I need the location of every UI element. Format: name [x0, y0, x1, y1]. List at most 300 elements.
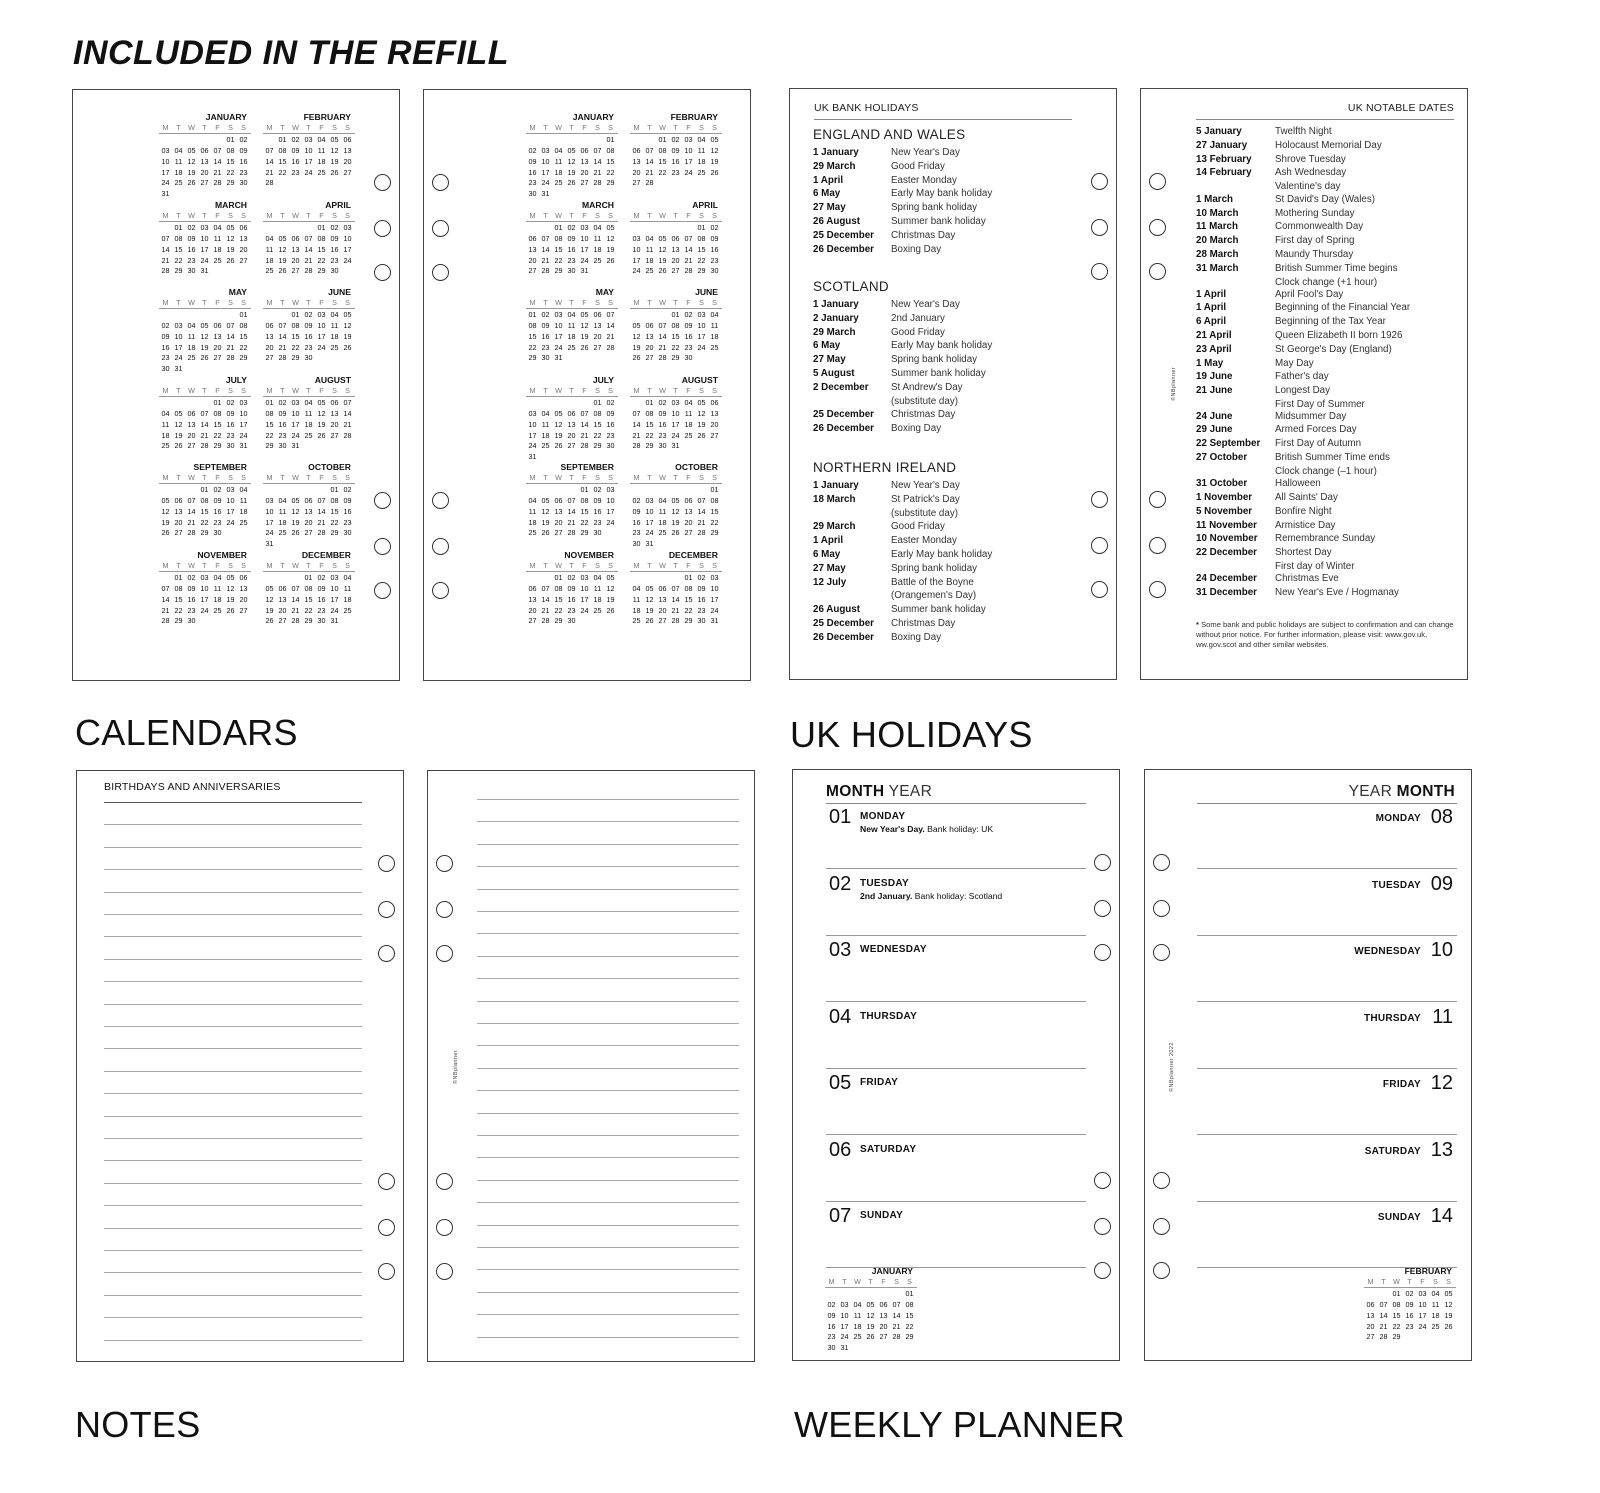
day-cell: 28 [892, 1332, 901, 1342]
weekday-header [630, 561, 722, 573]
holiday-name: Early May bank holiday [891, 340, 993, 352]
weekday-letter: T [202, 472, 207, 482]
day-cell: 10 [580, 234, 589, 244]
day-cell: 10 [200, 584, 209, 594]
day-cell: 13 [174, 506, 183, 516]
day-cell: 23 [528, 178, 537, 188]
day-cell: 25 [213, 605, 222, 615]
day-cell: 14 [593, 156, 602, 166]
day-cell: 03 [200, 573, 209, 583]
weekday-letter: T [543, 122, 548, 132]
day-cell: 22 [671, 342, 680, 352]
week-row [159, 584, 251, 595]
day-cell: 03 [671, 398, 680, 408]
notable-date: 14 February [1196, 167, 1252, 179]
weekday-letter: W [659, 560, 666, 570]
day-cell: 08 [645, 409, 654, 419]
day-cell: 11 [632, 594, 641, 604]
day-cell: 15 [200, 506, 209, 516]
day-cell: 27 [528, 266, 537, 276]
day-cell: 13 [304, 506, 313, 516]
day-cell: 27 [304, 528, 313, 538]
calendar-page-left [72, 89, 400, 681]
day-cell: 08 [606, 146, 615, 156]
day-cell: 09 [239, 146, 248, 156]
weekday-letter: M [266, 385, 273, 395]
day-cell: 23 [330, 255, 339, 265]
day-cell: 28 [187, 528, 196, 538]
day-cell: 28 [684, 266, 693, 276]
day-cell: 16 [330, 244, 339, 254]
binder-hole [1153, 900, 1170, 917]
notable-name: Clock change (–1 hour) [1275, 465, 1377, 477]
day-cell: 03 [200, 223, 209, 233]
day-cell: 07 [697, 496, 706, 506]
weekday-letter: F [319, 385, 324, 395]
binder-hole [1094, 1262, 1111, 1279]
heading-rule [1196, 119, 1454, 120]
day-cell: 31 [265, 538, 274, 548]
day-cell: 06 [343, 135, 352, 145]
day-cell [276, 573, 289, 584]
writing-line [477, 799, 739, 800]
weekday-letter: S [332, 385, 337, 395]
day-cell: 27 [879, 1332, 888, 1342]
day-cell: 25 [853, 1332, 862, 1342]
day-cell: 28 [265, 178, 274, 188]
day-cell: 04 [632, 584, 641, 594]
holiday-row [813, 548, 992, 562]
weekday-letter: S [894, 1276, 899, 1286]
holiday-row [813, 617, 992, 631]
day-cell: 22 [174, 605, 183, 615]
day-cell: 01 [200, 485, 209, 495]
day-cell: 05 [645, 584, 654, 594]
binder-hole [1149, 219, 1166, 236]
week-row [159, 332, 251, 343]
holiday-date: 27 May [813, 562, 846, 574]
weekly-page-right [1144, 769, 1472, 1361]
day-cell: 05 [187, 146, 196, 156]
day-cell: 25 [187, 353, 196, 363]
day-cell: 20 [632, 167, 641, 177]
holiday-name: Boxing Day [891, 423, 942, 435]
binder-hole [1149, 581, 1166, 598]
day-cell: 21 [187, 517, 196, 527]
holiday-row [813, 479, 992, 493]
day-cell: 01 [658, 135, 667, 145]
day-cell: 03 [710, 573, 719, 583]
day-note [860, 891, 1002, 901]
day-cell: 24 [174, 353, 183, 363]
day-cell: 06 [174, 496, 183, 506]
day-cell: 30 [330, 266, 339, 276]
day-cell: 13 [580, 156, 589, 166]
weekday-letter: T [1381, 1276, 1386, 1286]
day-cell: 11 [593, 584, 602, 594]
week-row [1364, 1300, 1456, 1311]
weekday-header [526, 561, 618, 573]
week-row [630, 539, 722, 550]
day-cell: 06 [645, 321, 654, 331]
writing-line [477, 1337, 739, 1338]
day-cell: 24 [200, 605, 209, 615]
day-cell: 14 [541, 594, 550, 604]
day-cell: 03 [317, 310, 326, 320]
holiday-name: New Year's Day [891, 299, 960, 310]
week-row [630, 398, 722, 409]
weekday-letter: S [228, 297, 233, 307]
day-cell: 09 [606, 409, 615, 419]
day-cell [825, 1289, 838, 1300]
day-cell: 31 [840, 1342, 849, 1352]
weekday-letter: S [608, 560, 613, 570]
day-cell: 30 [632, 538, 641, 548]
day-cell: 08 [174, 584, 183, 594]
day-cell: 02 [161, 321, 170, 331]
day-cell: 16 [671, 156, 680, 166]
day-cell: 18 [161, 430, 170, 440]
day-cell: 14 [304, 244, 313, 254]
week-row [263, 584, 355, 595]
writing-line [104, 936, 362, 937]
day-cell: 09 [317, 584, 326, 594]
notable-date-row [1196, 410, 1390, 424]
weekly-title [826, 783, 932, 801]
weekday-letter: T [202, 385, 207, 395]
day-cell: 01 [528, 310, 537, 320]
day-cell: 17 [541, 167, 550, 177]
weekday-letter: S [595, 210, 600, 220]
month-calendar [630, 550, 722, 627]
day-cell: 20 [330, 419, 339, 429]
day-cell: 23 [317, 605, 326, 615]
day-name: WEDNESDAY [1354, 946, 1421, 957]
day-cell: 12 [187, 156, 196, 166]
day-cell: 18 [317, 156, 326, 166]
weekday-letter: S [595, 122, 600, 132]
holiday-name: Christmas Day [891, 229, 956, 241]
weekday-letter: M [529, 560, 536, 570]
week-row [263, 168, 355, 179]
day-cell: 21 [697, 517, 706, 527]
day-number: 11 [1432, 1005, 1453, 1028]
day-cell: 05 [200, 321, 209, 331]
day-cell: 07 [1379, 1300, 1388, 1310]
holiday-row [813, 493, 992, 507]
notable-date-row [1196, 262, 1398, 276]
week-row [526, 234, 618, 245]
day-cell: 28 [317, 528, 326, 538]
notable-date: 11 November [1196, 519, 1257, 531]
day-cell: 09 [697, 584, 706, 594]
notable-date: 31 October [1196, 478, 1248, 490]
notable-dates-heading: UK NOTABLE DATES [1347, 102, 1454, 114]
holiday-name: Spring bank holiday [891, 354, 978, 366]
day-cell [185, 398, 198, 409]
day-cell: 19 [1444, 1310, 1453, 1320]
day-cell: 02 [606, 398, 615, 408]
day-cell: 30 [541, 353, 550, 363]
weekday-header [1364, 1277, 1456, 1289]
writing-line [104, 1205, 362, 1206]
weekday-letter: S [332, 297, 337, 307]
week-row [526, 157, 618, 168]
notes-page-left [76, 770, 404, 1362]
notable-date-group [1196, 477, 1375, 574]
holiday-name: Spring bank holiday [891, 202, 978, 214]
week-row [263, 245, 355, 256]
day-cell: 12 [697, 409, 706, 419]
week-row [526, 441, 618, 452]
writing-line [104, 1071, 362, 1072]
day-cell: 02 [239, 135, 248, 145]
day-cell: 07 [161, 584, 170, 594]
day-cell: 24 [291, 430, 300, 440]
day-cell: 09 [187, 584, 196, 594]
day-cell: 03 [161, 146, 170, 156]
week-row [263, 234, 355, 245]
day-cell: 25 [278, 528, 287, 538]
week-row [630, 485, 722, 496]
heading-rule [814, 119, 1072, 120]
day-cell: 16 [343, 506, 352, 516]
day-cell: 19 [567, 167, 576, 177]
day-cell [211, 310, 224, 321]
day-cell: 31 [580, 266, 589, 276]
day-cell: 04 [304, 398, 313, 408]
day-cell [539, 398, 552, 409]
weekday-letter: M [529, 122, 536, 132]
day-cell: 16 [1405, 1310, 1414, 1320]
day-cell: 29 [330, 528, 339, 538]
holiday-row [813, 367, 992, 381]
day-cell: 24 [541, 178, 550, 188]
month-name: AUGUST [681, 375, 718, 385]
day-cell: 16 [161, 342, 170, 352]
day-cell: 03 [554, 310, 563, 320]
day-cell: 21 [671, 605, 680, 615]
weekday-letter: F [686, 297, 691, 307]
day-cell: 15 [330, 506, 339, 516]
day-cell [526, 398, 539, 409]
day-cell: 27 [580, 178, 589, 188]
day-cell: 06 [580, 146, 589, 156]
day-cell: 15 [1392, 1310, 1401, 1320]
holiday-name: (substitute day) [891, 395, 958, 407]
weekday-letter: W [188, 385, 195, 395]
week-row [263, 539, 355, 550]
day-cell: 27 [632, 178, 641, 188]
binder-hole [436, 855, 453, 872]
day-cell: 29 [226, 178, 235, 188]
week-row [630, 234, 722, 245]
notable-date-row [1196, 586, 1399, 600]
day-cell: 05 [554, 409, 563, 419]
holiday-row [813, 562, 992, 576]
holiday-name: Battle of the Boyne [891, 576, 974, 588]
day-cell: 11 [174, 156, 183, 166]
weekday-letter: T [306, 122, 311, 132]
weekday-letter: S [699, 560, 704, 570]
day-cell: 14 [213, 156, 222, 166]
notable-date: 24 December [1196, 573, 1257, 585]
day-cell: 28 [161, 266, 170, 276]
weekday-letter: S [345, 297, 350, 307]
week-row [159, 135, 251, 146]
notable-date-row [1196, 357, 1410, 371]
day-cell: 27 [567, 441, 576, 451]
day-cell: 09 [632, 506, 641, 516]
day-cell: 21 [684, 255, 693, 265]
month-calendar [159, 550, 251, 627]
day-cell: 04 [343, 573, 352, 583]
holiday-date: 26 December [813, 243, 874, 255]
day-cell: 12 [866, 1310, 875, 1320]
holiday-date: 27 May [813, 202, 846, 214]
day-cell: 20 [593, 331, 602, 341]
weekday-letter: T [647, 297, 652, 307]
notable-date: 22 December [1196, 547, 1257, 559]
brand-mark: ©NBplanner 2022 [1169, 1042, 1175, 1092]
day-cell: 22 [645, 430, 654, 440]
notable-date: 27 October [1196, 451, 1248, 463]
day-cell: 06 [710, 398, 719, 408]
week-row [630, 178, 722, 189]
day-cell: 10 [541, 156, 550, 166]
day-cell: 14 [200, 419, 209, 429]
weekday-header [526, 473, 618, 485]
day-cell: 27 [330, 430, 339, 440]
binder-hole [432, 220, 449, 237]
binder-hole [1094, 854, 1111, 871]
day-cell: 29 [317, 266, 326, 276]
day-cell: 08 [317, 234, 326, 244]
notable-date-row [1196, 234, 1398, 248]
day-cell: 11 [684, 409, 693, 419]
day-cell: 15 [174, 244, 183, 254]
day-cell: 12 [291, 506, 300, 516]
week-row [159, 507, 251, 518]
notable-date-row [1196, 384, 1410, 398]
day-cell: 08 [265, 409, 274, 419]
notable-name: Ash Wednesday [1275, 167, 1347, 179]
day-cell: 25 [632, 616, 641, 626]
day-cell: 21 [541, 255, 550, 265]
week-row [630, 168, 722, 179]
day-cell: 11 [697, 146, 706, 156]
holiday-date: 25 December [813, 617, 874, 629]
day-cell: 08 [330, 496, 339, 506]
writing-line [477, 911, 739, 912]
weekday-letter: T [673, 297, 678, 307]
day-cell: 24 [265, 528, 274, 538]
notable-name: Father's day [1275, 371, 1329, 383]
day-cell: 12 [606, 234, 615, 244]
week-row [630, 223, 722, 234]
day-cell: 17 [840, 1321, 849, 1331]
day-cell: 15 [658, 156, 667, 166]
day-cell [565, 398, 578, 409]
writing-line [477, 1113, 739, 1114]
day-cell: 20 [200, 167, 209, 177]
month-calendar [159, 462, 251, 539]
day-cell: 15 [606, 156, 615, 166]
binder-hole [1091, 537, 1108, 554]
day-cell: 24 [200, 255, 209, 265]
week-row [159, 420, 251, 431]
day-cell [263, 573, 276, 584]
day-number: 03 [829, 939, 852, 961]
day-cell: 22 [697, 255, 706, 265]
notable-date-row [1196, 248, 1398, 262]
weekday-letter: S [712, 560, 717, 570]
holiday-row [813, 589, 992, 603]
holiday-row [813, 422, 992, 436]
day-cell: 09 [528, 156, 537, 166]
day-cell: 01 [606, 135, 615, 145]
weekday-letter: F [881, 1276, 886, 1286]
binder-hole [1091, 263, 1108, 280]
day-cell: 20 [645, 342, 654, 352]
notable-date-row [1196, 423, 1390, 437]
day-cell: 12 [671, 506, 680, 516]
day-cell: 16 [606, 419, 615, 429]
weekday-header [263, 298, 355, 310]
day-cell: 26 [606, 255, 615, 265]
day-cell: 19 [161, 517, 170, 527]
day-cell: 04 [1431, 1289, 1440, 1299]
day-cell: 26 [330, 167, 339, 177]
weekday-letter: T [673, 210, 678, 220]
month-calendar [263, 550, 355, 627]
day-cell: 23 [226, 430, 235, 440]
day-cell: 31 [174, 363, 183, 373]
notable-name: Beginning of the Financial Year [1275, 302, 1411, 314]
weekday-header [159, 123, 251, 135]
day-cell: 26 [541, 528, 550, 538]
day-cell: 13 [632, 156, 641, 166]
day-cell: 22 [304, 605, 313, 615]
day-cell: 24 [580, 605, 589, 615]
day-cell: 28 [541, 266, 550, 276]
day-cell: 01 [554, 573, 563, 583]
month-name: JUNE [695, 287, 718, 297]
weekday-header [526, 298, 618, 310]
day-cell: 12 [541, 506, 550, 516]
day-cell: 08 [554, 584, 563, 594]
day-cell: 28 [606, 342, 615, 352]
day-divider [826, 1201, 1086, 1202]
weekday-letter: T [543, 385, 548, 395]
day-name: SUNDAY [1377, 1212, 1421, 1223]
weekday-letter: T [176, 560, 181, 570]
writing-line [104, 1048, 362, 1049]
day-cell [315, 485, 328, 496]
day-cell: 09 [658, 409, 667, 419]
notable-date: 19 June [1196, 371, 1233, 383]
writing-line [104, 1116, 362, 1117]
day-cell: 03 [528, 409, 537, 419]
writing-line [477, 1023, 739, 1024]
day-cell [276, 485, 289, 496]
day-cell: 24 [632, 266, 641, 276]
notable-date: 20 March [1196, 235, 1239, 247]
day-cell: 20 [528, 605, 537, 615]
day-cell: 26 [606, 605, 615, 615]
notable-name: April Fool's Day [1275, 288, 1344, 300]
day-cell: 12 [317, 409, 326, 419]
